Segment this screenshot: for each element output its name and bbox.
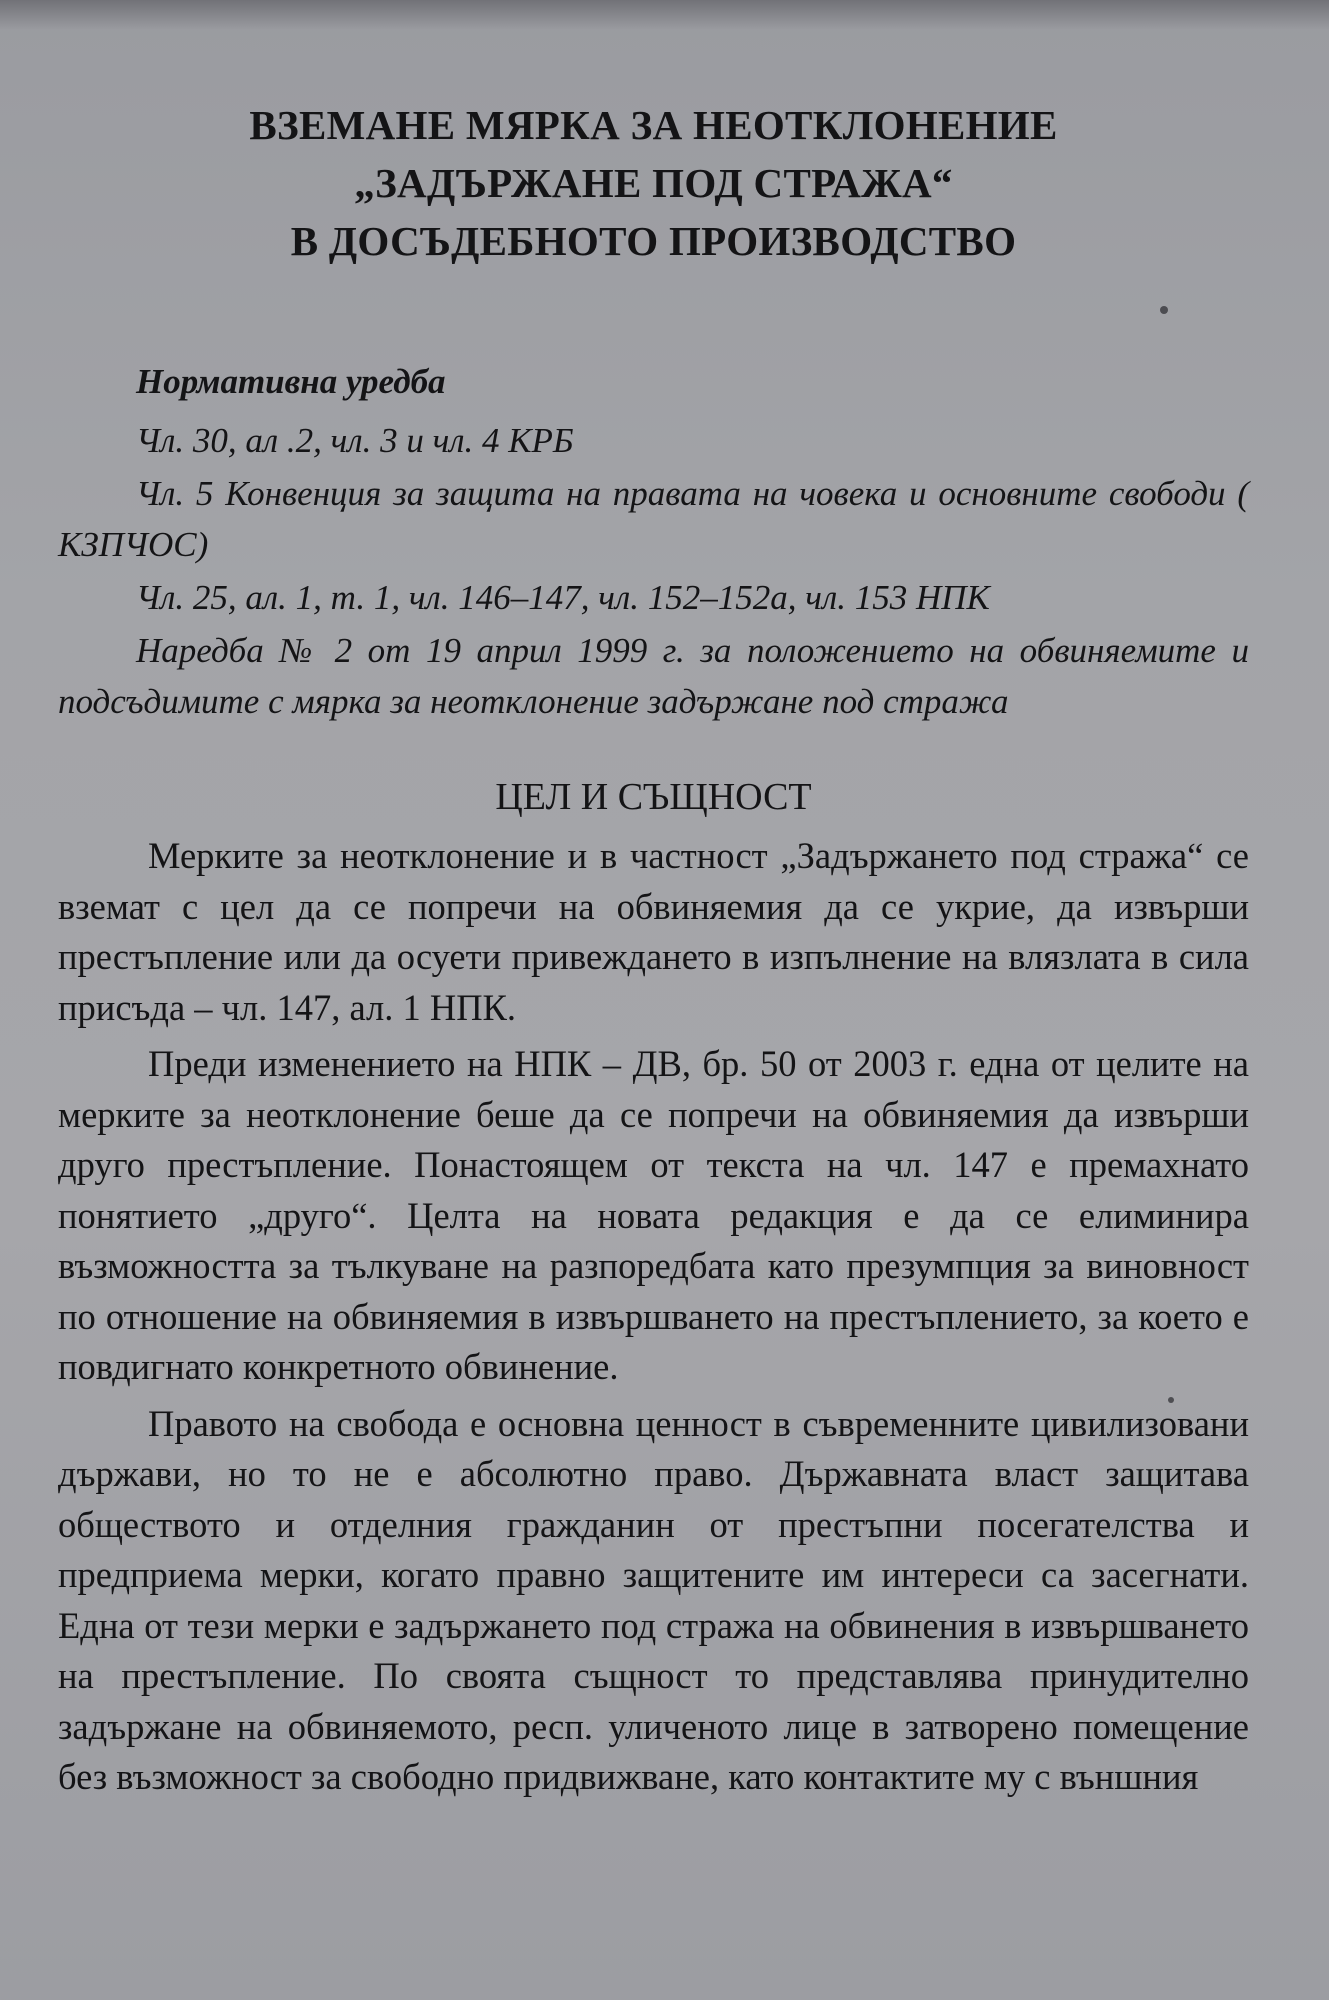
normative-item: Чл. 30, ал .2, чл. 3 и чл. 4 КРБ	[136, 421, 574, 460]
normative-basis	[58, 356, 1249, 727]
normative-item: Чл. 25, ал. 1, т. 1, чл. 146–147, чл. 152–152а, чл. 153 НПК	[136, 578, 990, 617]
section-body	[58, 831, 1249, 1803]
dust-speck	[1160, 306, 1168, 314]
normative-item: Чл. 5 Конвенция за защита на правата на човека и основните свободи ( КЗПЧОС)	[58, 474, 1249, 564]
paragraph: Преди изменението на НПК – ДВ, бр. 50 от 2003 г. една от целите на мерките за неотклонение беше да се попречи на обвиняемия да извърши друго престъпление. Понастоящем от текста на чл. 147 е премахнато понятието „друго“. Целта на новата редакция е да се елиминира възможността за тълкуване на разпоредбата като презумпция за виновност по отношение на обвиняемия в извършването на престъплението, за което е повдигнато конкретното обвинение.	[58, 1043, 1249, 1387]
dust-speck	[1168, 1397, 1174, 1403]
normative-item: Наредба № 2 от 19 април 1999 г. за положението на обвиняемите и подсъдимите с мярка за неотклонение задържане под стража	[58, 631, 1249, 721]
section-heading: ЦЕЛ И СЪЩНОСТ	[495, 776, 812, 818]
page-edge-shadow	[0, 0, 1329, 30]
paragraph: Правото на свобода е основна ценност в съвременните цивилизовани държави, но то не е абсолютно право. Държавната власт защитава обществото и отделния гражданин от престъпни посегателства и предприема мерки, когато правно защитените им интереси са засегнати. Една от тези мерки е задържането под стража на обвинения в извършването на престъпление. По своята същност то представлява принудително задържане на обвиняемото, респ. уличеното лице в затворено помещение без възможност за свободно придвижване, като контактите му с външния	[58, 1402, 1249, 1797]
chapter-title-line-2: „ЗАДЪРЖАНЕ ПОД СТРАЖА“	[354, 160, 953, 206]
normative-heading: Нормативна уредба	[136, 362, 446, 401]
paragraph: Мерките за неотклонение и в частност „Задържането под стража“ се вземат с цел да се попречи на обвиняемия да се укрие, да извърши престъпление или да осуети привеждането в изпълнение на влязлата в сила присъда – чл. 147, ал. 1 НПК.	[58, 835, 1249, 1028]
chapter-title-line-3: В ДОСЪДЕБНОТО ПРОИЗВОДСТВО	[290, 218, 1017, 264]
chapter-title-line-1: ВЗЕМАНЕ МЯРКА ЗА НЕОТКЛОНЕНИЕ	[249, 102, 1058, 148]
chapter-title	[58, 96, 1249, 270]
